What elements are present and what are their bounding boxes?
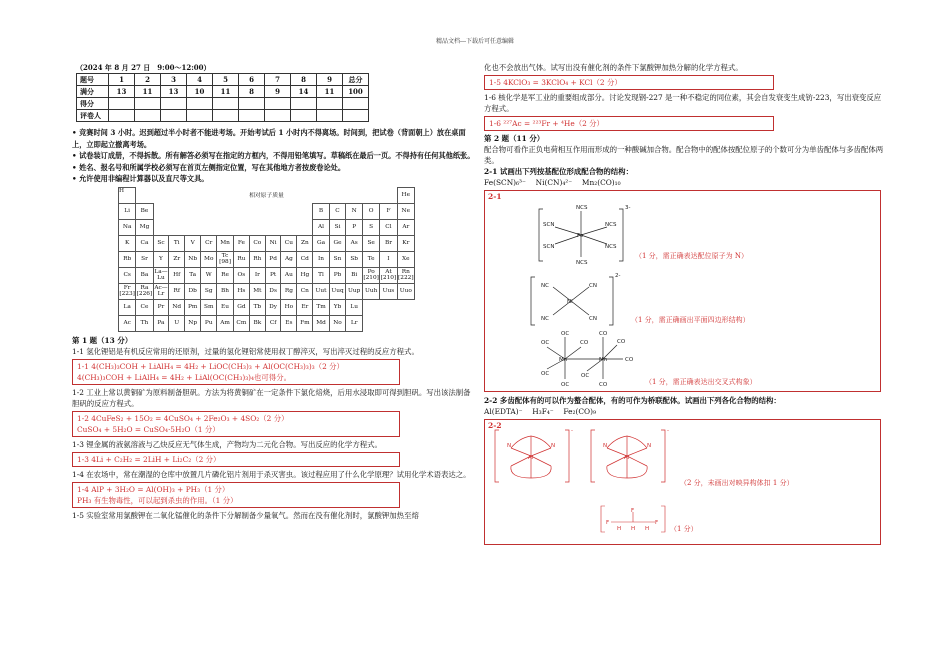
score-cell: 13 [161,86,187,98]
al2-n-right: N [647,443,652,449]
fe-center: Fe [577,233,584,239]
element-cell: Mn [217,235,234,251]
ni-ligand-br: CN [589,316,597,322]
element-cell: Te [362,251,379,267]
q2-1-box-label: 2-1 [488,192,502,201]
periodic-row [119,235,415,251]
score-cell [265,110,291,122]
element-cell: Sm [201,299,217,315]
element-cell: Fr [223] [119,285,135,297]
element-cell: Uut [313,283,329,299]
mn1-co-bottom: OC [561,382,570,388]
score-row-label: 满分 [77,86,109,98]
score-cell: 6 [239,74,265,86]
element-cell: At [210] [380,269,397,281]
element-cell: Ca [136,235,153,251]
exam-date: （2024 年 8 月 27 日 9:00～12:00） [76,63,211,72]
page-header: 精品文档---下载后可任意编辑 [435,38,515,45]
periodic-row [119,219,415,235]
fe-ligand-left-bottom: SCN [543,244,555,250]
notice-4: • 允许使用非编程计算器以及直尺等文具。 [72,174,209,183]
element-cell: As [346,235,363,251]
element-cell: Fm [297,315,313,331]
element-cell: Ce [136,299,153,315]
q1-3-answer-box [72,452,400,467]
al2-charge: - [667,428,669,434]
element-cell: Uuq [329,283,346,299]
element-cell: Tl [313,267,329,283]
left-column [72,62,475,521]
al-center-1: Al [528,455,534,461]
periodic-row [119,315,415,331]
element-cell: Po [210] [363,269,379,281]
element-cell: Li [119,203,136,219]
element-cell: Yb [329,299,346,315]
score-cell [343,110,369,122]
q2-1-answer-box [484,190,881,392]
element-cell: Pt [265,267,281,283]
element-cell: Cu [281,235,297,251]
coordination-structures-svg [485,191,880,391]
score-cell: 1 [109,74,135,86]
score-row [77,86,369,98]
element-cell: Pu [201,315,217,331]
periodic-table-title: 相对原子质量 [249,193,284,200]
element-cell: Lr [346,315,363,331]
mn2-co-ll: OC [581,373,590,379]
score-row-label: 题号 [77,74,109,86]
q1-4-answer-a: 1-4 AlP + 3H₂O = Al(OH)₃ + PH₃（1 分） [77,484,230,494]
element-cell: Cs [119,267,136,283]
element-cell: Cn [297,283,313,299]
element-cell: Ge [329,235,346,251]
fe-ligand-bottom: NCS [576,260,588,266]
element-cell: Ir [249,267,265,283]
element-cell: La [119,299,136,315]
element-cell: Kr [397,235,414,251]
h3f4-h2: H [631,526,636,532]
ni-ligand-tl: NC [541,283,549,289]
element-cell: Ba [136,267,153,283]
notice-list [72,127,475,185]
element-cell: Nd [169,299,185,315]
al1-n-right: N [551,443,556,449]
element-cell: Ta [185,267,201,283]
element-cell: U [169,315,185,331]
periodic-gap [153,219,313,235]
element-cell: Er [297,299,313,315]
score-row-label: 评卷人 [77,110,109,122]
element-cell: Na [119,219,136,235]
mn1-co-r: CO [580,340,589,346]
score-cell [187,98,213,110]
element-cell: Uuo [397,283,414,299]
element-cell: Cr [201,235,217,251]
element-cell: Am [217,315,234,331]
element-cell: Ho [281,299,297,315]
element-cell: Ac—Lr [154,285,168,297]
score-cell [239,110,265,122]
al1-n-left: N [507,443,512,449]
element-cell: Md [313,315,329,331]
score-cell [213,110,239,122]
score-cell [161,98,187,110]
score-cell [317,110,343,122]
element-cell: Nb [185,251,201,267]
element-cell: Ds [265,283,281,299]
score-cell: 5 [213,74,239,86]
al-center-2: Al [624,455,630,461]
periodic-row [119,187,415,203]
element-cell: W [201,267,217,283]
element-cell: H [119,187,136,203]
ni-ligand-tr: CN [589,283,597,289]
mn2-co-right: CO [625,357,634,363]
score-cell: 11 [213,86,239,98]
periodic-gap [362,315,414,331]
element-cell: Ne [397,203,414,219]
mn2-center: Mn [599,357,608,363]
q1-1-question: 1-1 氢化锂铝是有机反应常用的还原剂，过量的氢化锂铝常使用叔丁醇淬灭，写出淬灭过程的反应方程式。 [72,346,419,356]
score-cell [343,98,369,110]
element-cell: Sb [346,251,363,267]
q1-1-answer-box [72,359,400,385]
element-cell: S [362,219,379,235]
element-cell: Mg [136,219,153,235]
element-cell: Uuh [362,283,379,299]
element-cell: Ga [313,235,329,251]
periodic-row [119,299,415,315]
right-column [484,62,884,545]
element-cell: Co [249,235,265,251]
score-cell: 13 [109,86,135,98]
q1-5-answer-box [484,75,774,90]
element-cell: Lu [346,299,363,315]
q1-3-answer: 1-3 4Li + C₂H₂ = 2LiH + Li₂C₂（2 分） [77,454,221,464]
score-cell: 7 [265,74,291,86]
element-cell: Bi [346,267,363,283]
ni-center: Ni [567,299,573,305]
element-cell: I [380,251,397,267]
fe-ligand-right-bottom: NCS [605,244,617,250]
element-cell: Sn [329,251,346,267]
element-cell: Tb [249,299,265,315]
element-cell: Re [217,267,234,283]
element-cell: Br [380,235,397,251]
score-cell: 总分 [343,74,369,86]
q1-3-question: 1-3 锂金属的液氨溶液与乙炔反应无气体生成，产物均为二元化合物。写出反应的化学方程式。 [72,439,382,449]
element-cell: Uus [380,283,397,299]
mn1-co-ll: OC [541,371,550,377]
fe-ligand-left-top: SCN [543,222,555,228]
score-row [77,98,369,110]
q1-2-question: 1-2 工业上常以黄铜矿为原料制备胆矾。方法为将黄铜矿在一定条件下氯化焙烧，后用水浸取即可得到胆矾。写出该法制备胆矾的反应方程式。 [72,387,471,408]
score-cell [291,98,317,110]
q1-1-answer-b: 4(CH₃)₃COH + LiAlH₄ = 4H₂ + LiAl(OC(CH₃)₃)₄也可得分。 [77,372,291,382]
element-cell: Ru [233,251,249,267]
q1-4-question: 1-4 在农场中，常在潮湿的仓库中放置几片磷化铝片剂用于杀灭害虫。该过程应用了什么化学原理？试用化学术语表达之。 [72,469,471,479]
q2-2-box-label: 2-2 [488,421,502,430]
element-cell: In [313,251,329,267]
element-cell: Ar [397,219,414,235]
score-cell [161,110,187,122]
element-cell: Pa [153,315,169,331]
element-cell: Al [313,219,329,235]
element-cell: Ti [169,235,185,251]
q1-2-answer-a: 1-2 4CuFeS₂ + 15O₂ = 4CuSO₄ + 2Fe₂O₃ + 4SO₂（2 分） [77,413,289,423]
element-cell: Rb [119,251,136,267]
score-cell: 9 [317,74,343,86]
notice-1: • 竞赛时间 3 小时。迟到超过半小时者不能进考场。开始考试后 1 小时内不得离场。时间到，把试卷（背面朝上）放在桌面上，立即起立撤离考场。 [72,128,466,149]
score-cell [109,110,135,122]
element-cell: Tm [313,299,329,315]
element-cell: Y [153,251,169,267]
q1-5-continued: 化也不会放出气体。试写出没有催化剂的条件下氯酸钾加热分解的化学方程式。 [484,63,743,72]
q2-2-answer-box [484,419,881,545]
element-cell: Bk [249,315,265,331]
score-cell: 8 [239,86,265,98]
element-cell: Tc [98] [217,251,234,267]
q1-5-question: 1-5 实验室常用氯酸钾在二氧化锰催化的条件下分解制备少量氧气。然而在没有催化剂时，氯酸钾加热至熔 [72,510,419,520]
mn1-co-top: OC [561,331,570,337]
element-cell: K [119,235,136,251]
periodic-gap [362,299,414,315]
q1-4-answer-b: PH₃ 有生物毒性，可以起到杀虫的作用。（1 分） [77,495,238,505]
element-cell: Fe [233,235,249,251]
score-row [77,74,369,86]
q2-2-note-e: （1 分） [670,525,698,533]
element-cell: Xe [397,251,414,267]
q1-6-answer: 1-6 ²²⁷Ac = ²²³Fr + ⁴He（2 分） [489,119,604,128]
periodic-row [119,251,415,267]
element-cell: Se [362,235,379,251]
fe-ligand-top: NCS [576,205,588,211]
element-cell: Hg [297,267,313,283]
element-cell: C [329,203,346,219]
score-cell: 11 [317,86,343,98]
q2-1-note-b: （1 分，需正确画出平面四边形结构） [631,316,750,324]
score-cell [109,98,135,110]
element-cell: Pb [329,267,346,283]
ni-charge: 2- [615,273,621,279]
q2-2-species: Al(EDTA)⁻ H₃F₄⁻ Fe₂(CO)₉ [484,407,596,416]
element-cell: Gd [233,299,249,315]
element-cell: Hf [169,267,185,283]
score-cell [239,98,265,110]
score-row [77,110,369,122]
q1-6-answer-box [484,116,774,131]
element-cell: Rh [249,251,265,267]
q2-1-question: 2-1 试画出下列按基配位形成配合物的结构： [484,167,633,176]
element-cell: Bh [217,283,234,299]
element-cell: Si [329,219,346,235]
score-cell: 100 [343,86,369,98]
element-cell: Eu [217,299,234,315]
score-cell [291,110,317,122]
element-cell: Sr [136,251,153,267]
fe-charge: 3- [625,205,631,211]
q1-2-answer-b: CuSO₄ + 5H₂O = CuSO₄·5H₂O（1 分） [77,424,220,434]
score-cell [317,98,343,110]
mn1-center: Mn [559,357,568,363]
periodic-row [119,203,415,219]
element-cell: Cf [265,315,281,331]
score-cell: 2 [135,74,161,86]
score-cell: 3 [161,74,187,86]
q1-title: 第 1 题（13 分） [72,335,133,345]
mn2-co-ur: CO [617,339,626,345]
al2-n-left: N [603,443,608,449]
element-cell: Ni [265,235,281,251]
mn1-co-ul: OC [541,340,550,346]
element-cell: Cd [297,251,313,267]
al1-charge: - [571,428,573,434]
q2-2-question: 2-2 多齿配体有的可以作为螯合配体，有的可作为桥联配体。试画出下列各化合物的结构： [484,396,781,405]
periodic-gap [153,203,313,219]
q2-1-species: Fe(SCN)₆³⁻ Ni(CN)₄²⁻ Mn₂(CO)₁₀ [484,178,621,187]
fe-ligand-right-top: NCS [605,222,617,228]
element-cell: B [313,203,329,219]
element-cell: Be [136,203,153,219]
element-cell: Pm [185,299,201,315]
q2-1-note-c: （1 分，需正确表达出交叉式构象） [645,378,757,386]
score-cell: 10 [187,86,213,98]
score-cell [213,98,239,110]
element-cell: Uup [346,283,363,299]
element-cell: Os [233,267,249,283]
q1-4-answer-box [72,482,400,508]
q2-intro: 配合物可看作正负电荷相互作用而形成的一种酸碱加合物。配合物中的配体按配位原子的个数可分为单齿配体与多齿配体两类。 [484,145,884,165]
q2-1-note-a: （1 分，需正确表达配位原子为 N） [635,252,749,260]
element-cell: O [362,203,379,219]
element-cell: Es [281,315,297,331]
element-cell: He [397,187,414,203]
h3f4-f-left: F [606,520,610,526]
q1-6-question: 1-6 核化学是军工业的重要组成部分。讨论发现钢-227 是一种不稳定的同位素，其会自发衰变生成钫-223，写出衰变反应方程式。 [484,93,882,113]
ni-ligand-bl: NC [541,316,549,322]
score-cell: 14 [291,86,317,98]
element-cell: Th [136,315,153,331]
element-cell: Np [185,315,201,331]
score-cell: 9 [265,86,291,98]
h3f4-f-right: F [655,520,659,526]
element-cell: N [346,203,363,219]
score-cell [135,110,161,122]
element-cell: Rn [222] [398,269,414,281]
q2-title: 第 2 题（11 分） [484,134,545,143]
mn2-co-bottom: CO [599,382,608,388]
score-row-label: 得分 [77,98,109,110]
h3f4-h3: H [645,526,650,532]
h3f4-f-top: F [631,508,635,514]
q1-1-answer-a: 1-1 4(CH₃)₃COH + LiAlH₄ = 4H₂ + LiOC(CH₃)₃ + Al(OC(CH₃)₃)₃（2 分） [77,361,344,371]
element-cell: Pr [153,299,169,315]
notice-2: • 试卷装订成册，不得拆散。所有解答必须写在指定的方框内，不得用铅笔填写。草稿纸在最后一页。不得持有任何其他纸张。 [72,151,475,160]
element-cell: Mo [201,251,217,267]
element-cell: Ag [281,251,297,267]
element-cell: F [380,203,397,219]
element-cell: V [185,235,201,251]
h3f4-h1: H [617,526,622,532]
element-cell: Rg [281,283,297,299]
periodic-table [118,187,415,332]
element-cell: Zr [169,251,185,267]
score-table [76,73,369,122]
score-cell [265,98,291,110]
notice-3: • 姓名、报名号和所属学校必须写在首页左侧指定位置，写在其他地方者按废卷论处。 [72,162,346,172]
element-cell: Pd [265,251,281,267]
element-cell: Hs [233,283,249,299]
mn2-co-top: CO [599,331,608,337]
element-cell: Cm [233,315,249,331]
score-cell [135,98,161,110]
element-cell: La—Lu [154,269,168,281]
score-cell [187,110,213,122]
element-cell: Ac [119,315,136,331]
element-cell: P [346,219,363,235]
score-cell: 8 [291,74,317,86]
q1-2-answer-box [72,411,400,437]
element-cell: Au [281,267,297,283]
score-cell: 11 [135,86,161,98]
score-cell: 4 [187,74,213,86]
element-cell: Sc [153,235,169,251]
periodic-row [119,267,415,283]
periodic-row [119,283,415,299]
element-cell: Cl [380,219,397,235]
element-cell: No [329,315,346,331]
element-cell: Mt [249,283,265,299]
element-cell: Zn [297,235,313,251]
element-cell: Dy [265,299,281,315]
q2-2-note-d: （2 分，未画出对映异构体扣 1 分） [680,479,794,487]
q1-5-answer: 1-5 4KClO₃ = 3KClO₄ + KCl（2 分） [489,78,622,87]
element-cell: Rf [169,283,185,299]
element-cell: Sg [201,283,217,299]
element-cell: Ra [226] [136,285,153,297]
element-cell: Db [185,283,201,299]
